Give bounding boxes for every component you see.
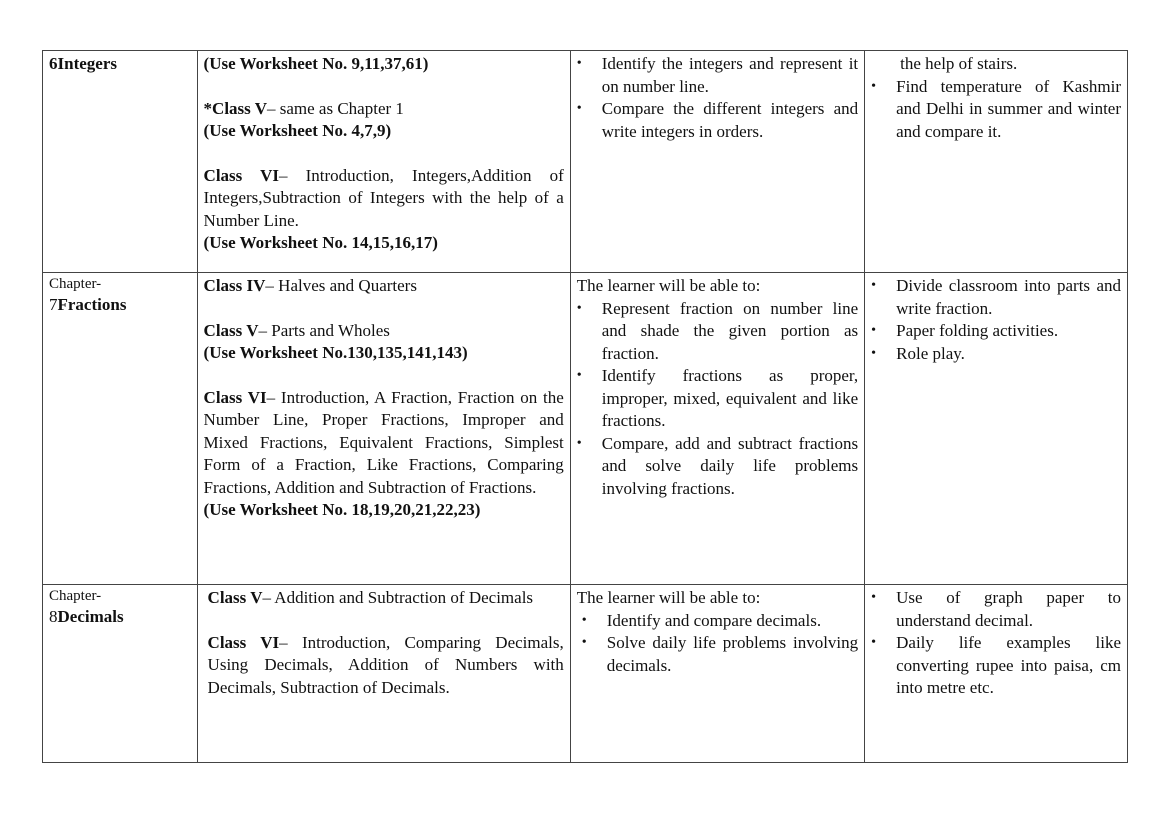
chapter-number: 6	[49, 54, 58, 73]
class-label: Class IV	[203, 276, 266, 295]
chapter-title	[49, 294, 191, 317]
worksheet-ref: (Use Worksheet No. 9,11,37,61)	[203, 54, 429, 73]
chapter-number: 7	[49, 295, 58, 314]
chapter-title	[49, 53, 191, 76]
chapter-cell	[43, 273, 198, 585]
list-item: • Daily life examples like converting rupee into paisa, cm into metre etc.	[871, 632, 1121, 700]
class-topics: – Addition and Subtraction of Decimals	[262, 588, 534, 607]
chapter-name: Fractions	[57, 295, 127, 314]
chapter-name: Decimals	[57, 607, 124, 626]
worksheet-ref: (Use Worksheet No. 14,15,16,17)	[203, 233, 438, 252]
content-cell	[197, 273, 570, 585]
list-item: • Identify fractions as proper, improper, mixed, equivalent and like fractions.	[577, 365, 858, 433]
table-row	[43, 51, 1128, 273]
activity-continuation: the help of stairs.	[900, 54, 1018, 73]
list-item: • Divide classroom into parts and write fraction.	[871, 275, 1121, 320]
class-topics: – same as Chapter 1	[267, 98, 404, 118]
chapter-cell	[43, 51, 198, 273]
activities-cell	[865, 273, 1128, 585]
list-item: • Identify and compare decimals.	[582, 610, 858, 633]
list-item: • Represent fraction on number line and shade the given portion as fraction.	[577, 298, 858, 366]
class-topics: – Introduction, A Fraction, Fraction on the Number Line, Proper Fractions, Improper and Mixed Fractions, Equivalent Fractions, Simplest Form of a Fraction, Like Fractions, Comparing Fractions, Addition and Subtraction of Fractions.	[203, 387, 564, 497]
table-row	[43, 273, 1128, 585]
outcomes-intro: The learner will be able to:	[576, 588, 761, 607]
syllabus-table	[42, 50, 1128, 763]
activities-cell	[865, 585, 1128, 763]
outcomes-intro: The learner will be able to:	[576, 276, 761, 295]
class-label: Class VI	[207, 632, 280, 652]
class-label: Class VI	[203, 165, 279, 185]
outcomes-cell	[570, 51, 864, 273]
list-item: • Solve daily life problems involving decimals.	[582, 632, 858, 677]
list-item: • Compare, add and subtract fractions and solve daily life problems involving fractions.	[577, 433, 858, 501]
class-label: Class V	[203, 320, 259, 340]
outcomes-cell	[570, 585, 864, 763]
class-topics: – Introduction, Integers,Addition of Integers,Subtraction of Integers with the help of a Number Line.	[203, 165, 564, 230]
chapter-name: Integers	[57, 54, 117, 73]
chapter-cell	[43, 585, 198, 763]
activities-cell	[865, 51, 1128, 273]
table-row	[43, 585, 1128, 763]
chapter-title	[49, 606, 191, 629]
list-item: • Paper folding activities.	[871, 320, 1121, 343]
content-cell	[197, 585, 570, 763]
chapter-prefix: Chapter-	[49, 588, 102, 604]
list-item: • Use of graph paper to understand decimal.	[871, 587, 1121, 632]
list-item: • Identify the integers and represent it on number line.	[577, 53, 858, 98]
content-cell	[197, 51, 570, 273]
worksheet-ref: (Use Worksheet No.130,135,141,143)	[203, 343, 468, 362]
list-item: • Find temperature of Kashmir and Delhi in summer and winter and compare it.	[871, 76, 1121, 144]
class-topics: – Parts and Wholes	[258, 320, 390, 340]
class-topics: – Introduction, Comparing Decimals, Using Decimals, Addition of Numbers with Decimals, Subtraction of Decimals.	[207, 632, 564, 697]
class-label: Class V	[207, 588, 263, 607]
class-topics: – Halves and Quarters	[265, 276, 417, 295]
class-label: Class VI	[203, 387, 267, 407]
class-label: *Class V	[203, 98, 267, 118]
list-item: • Role play.	[871, 343, 1121, 366]
worksheet-ref: (Use Worksheet No. 18,19,20,21,22,23)	[203, 500, 481, 519]
chapter-number: 8	[49, 607, 58, 626]
worksheet-ref: (Use Worksheet No. 4,7,9)	[203, 121, 392, 140]
list-item: • Compare the different integers and write integers in orders.	[577, 98, 858, 143]
outcomes-cell	[570, 273, 864, 585]
chapter-prefix: Chapter-	[49, 276, 102, 292]
